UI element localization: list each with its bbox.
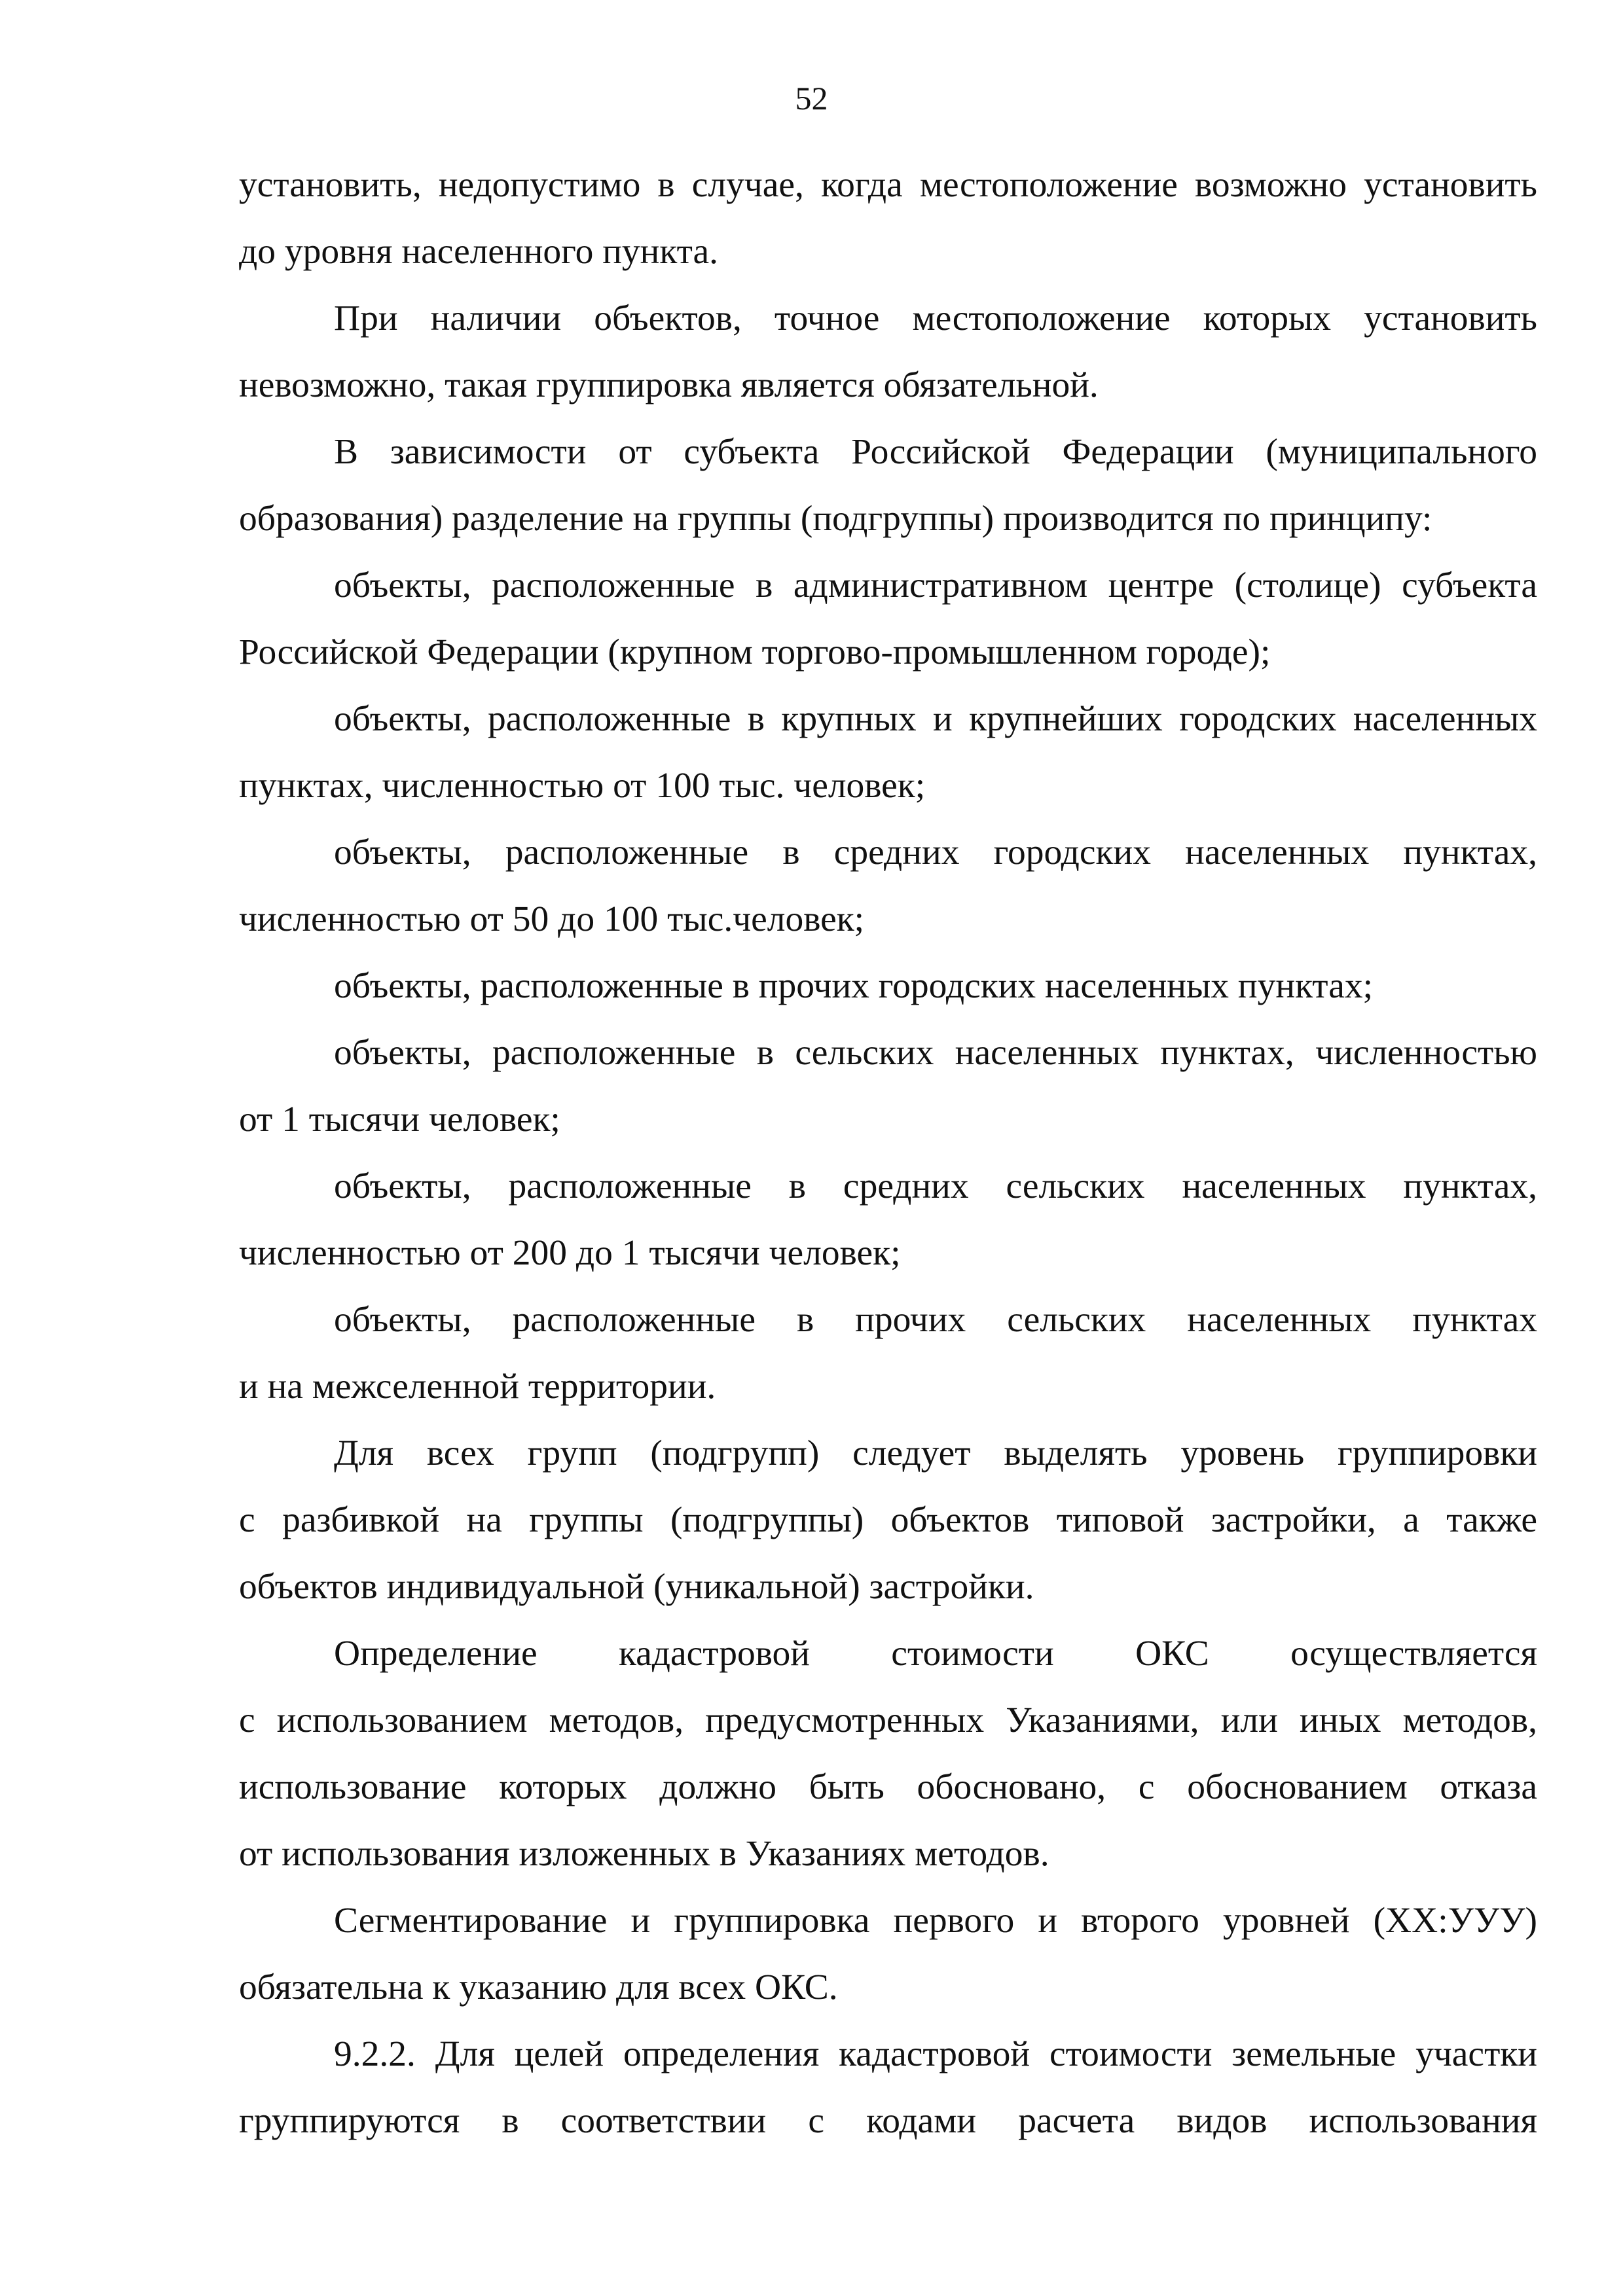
text-line: невозможно, такая группировка является обязательной. [239,365,1099,405]
text-line: объекты, расположенные в сельских населенных пунктах, численностью [334,1033,1537,1073]
document-body [239,152,1537,2155]
page-number: 52 [795,80,828,117]
text-line: объекты, расположенные в средних сельских населенных пунктах, [334,1166,1537,1206]
text-line: от использования изложенных в Указаниях методов. [239,1834,1049,1874]
text-line: объекты, расположенные в административном центре (столице) субъекта [334,565,1537,605]
text-line: и на межселенной территории. [239,1367,716,1407]
text-line: с использованием методов, предусмотренных Указаниями, или иных методов, [239,1700,1537,1740]
text-line: Российской Федерации (крупном торгово-промышленном городе); [239,632,1271,672]
text-line: При наличии объектов, точное местоположение которых установить [334,298,1537,338]
text-line: Определение кадастровой стоимости ОКС осуществляется [334,1634,1537,1674]
text-line: использование которых должно быть обосновано, с обоснованием отказа [239,1767,1537,1807]
text-line: пунктах, численностью от 100 тыс. человек; [239,766,926,806]
text-line: установить, недопустимо в случае, когда местоположение возможно установить [239,165,1537,205]
text-line: объекты, расположенные в прочих сельских населенных пунктах [334,1300,1537,1340]
text-line: 9.2.2. Для целей определения кадастровой стоимости земельные участки [334,2034,1537,2074]
text-line: В зависимости от субъекта Российской Федерации (муниципального [334,432,1537,472]
text-line: объектов индивидуальной (уникальной) застройки. [239,1567,1034,1607]
text-line: обязательна к указанию для всех ОКС. [239,1967,838,2007]
text-line: объекты, расположенные в прочих городских населенных пунктах; [334,966,1374,1006]
text-line: численностью от 200 до 1 тысячи человек; [239,1233,901,1273]
text-line: численностью от 50 до 100 тыс.человек; [239,899,865,939]
text-line: до уровня населенного пункта. [239,232,719,272]
text-line: Для всех групп (подгрупп) следует выделять уровень группировки [334,1433,1537,1473]
text-line: объекты, расположенные в крупных и крупнейших городских населенных [334,699,1537,739]
text-line: образования) разделение на группы (подгруппы) производится по принципу: [239,499,1432,539]
text-line: Сегментирование и группировка первого и второго уровней (XX:УУУ) [334,1901,1537,1941]
text-line: с разбивкой на группы (подгруппы) объектов типовой застройки, а также [239,1500,1537,1540]
text-line: объекты, расположенные в средних городских населенных пунктах, [334,833,1537,872]
text-line: от 1 тысячи человек; [239,1100,560,1139]
text-line: группируются в соответствии с кодами расчета видов использования [239,2101,1537,2141]
